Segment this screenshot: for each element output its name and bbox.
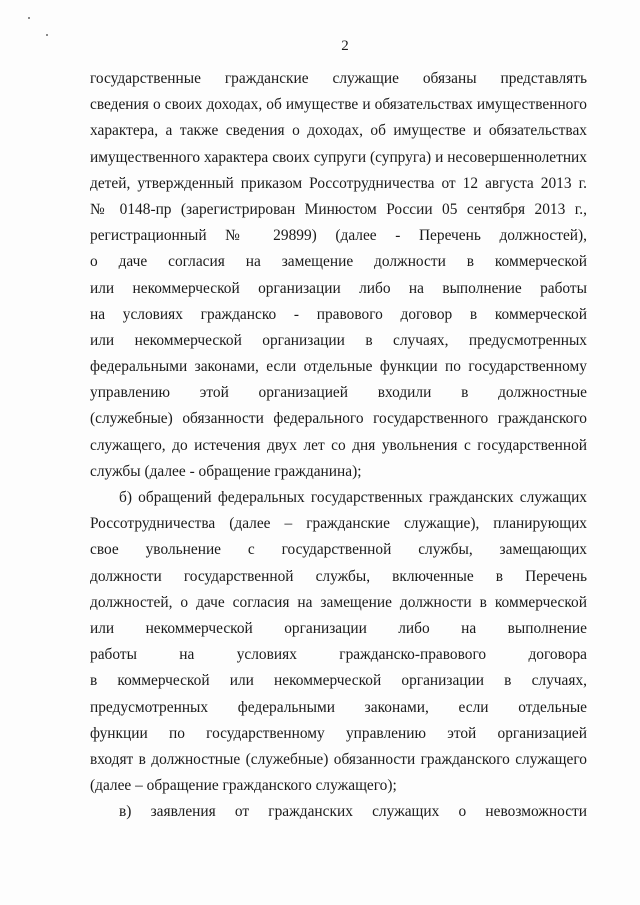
page-number: 2 [341, 38, 349, 54]
body-text-line: функции по государственному управлению этой организацией [90, 724, 587, 742]
body-text-line: в коммерческой или некоммерческой организации в случаях, [90, 672, 587, 690]
body-text-line: должностей, о даче согласия на замещение должности в коммерческой [90, 593, 587, 611]
body-text-line: регистрационный № 29899) (далее - Перечень должностей), [90, 227, 587, 245]
body-text-line: детей, утвержденный приказом Россотрудничества от 12 августа 2013 г. [90, 174, 587, 192]
body-text-line: Россотрудничества (далее – гражданские служащие), планирующих [90, 515, 587, 533]
scan-speck [28, 17, 30, 19]
body-text-line: служащего, до истечения двух лет со дня увольнения с государственной [90, 436, 587, 454]
body-text-line: работы на условиях гражданско-правового договора [90, 646, 587, 664]
body-text-line: о даче согласия на замещение должности в коммерческой [90, 253, 587, 271]
body-text-line: входят в должностные (служебные) обязанности гражданского служащего [90, 750, 587, 768]
body-text-line: свое увольнение с государственной службы, замещающих [90, 541, 587, 559]
body-text-line: или некоммерческой организации в случаях, предусмотренных [90, 331, 587, 349]
body-text-line: должности государственной службы, включенные в Перечень [90, 567, 587, 585]
body-text-line: или некоммерческой организации либо на выполнение [90, 619, 587, 637]
body-text-line: или некоммерческой организации либо на выполнение работы [90, 279, 587, 297]
document-body [90, 66, 587, 825]
body-text-line: на условиях гражданско - правового договор в коммерческой [90, 305, 587, 323]
body-text-line: сведения о своих доходах, об имуществе и обязательствах имущественного [90, 96, 587, 114]
body-text-line: предусмотренных федеральными законами, если отдельные [90, 698, 587, 716]
body-text-line: службы (далее - обращение гражданина); [90, 462, 362, 480]
body-text-line: № 0148-пр (зарегистрирован Минюстом России 05 сентября 2013 г., [90, 200, 587, 218]
body-text-line: имущественного характера своих супруги (супруга) и несовершеннолетних [90, 148, 587, 166]
scan-speck [46, 34, 48, 36]
body-text-line: управлению этой организацией входили в должностные [90, 384, 587, 402]
body-text-line: б) обращений федеральных государственных гражданских служащих [119, 489, 587, 506]
body-text-line: федеральными законами, если отдельные функции по государственному [90, 358, 587, 376]
body-text-line: (далее – обращение гражданского служащего); [90, 777, 397, 795]
body-text-line: государственные гражданские служащие обязаны представлять [90, 70, 587, 87]
body-text-line: (служебные) обязанности федерального государственного гражданского [90, 410, 587, 428]
body-text-line: в) заявления от гражданских служащих о невозможности [119, 803, 587, 821]
body-text-line: характера, а также сведения о доходах, об имуществе и обязательствах [90, 122, 587, 140]
